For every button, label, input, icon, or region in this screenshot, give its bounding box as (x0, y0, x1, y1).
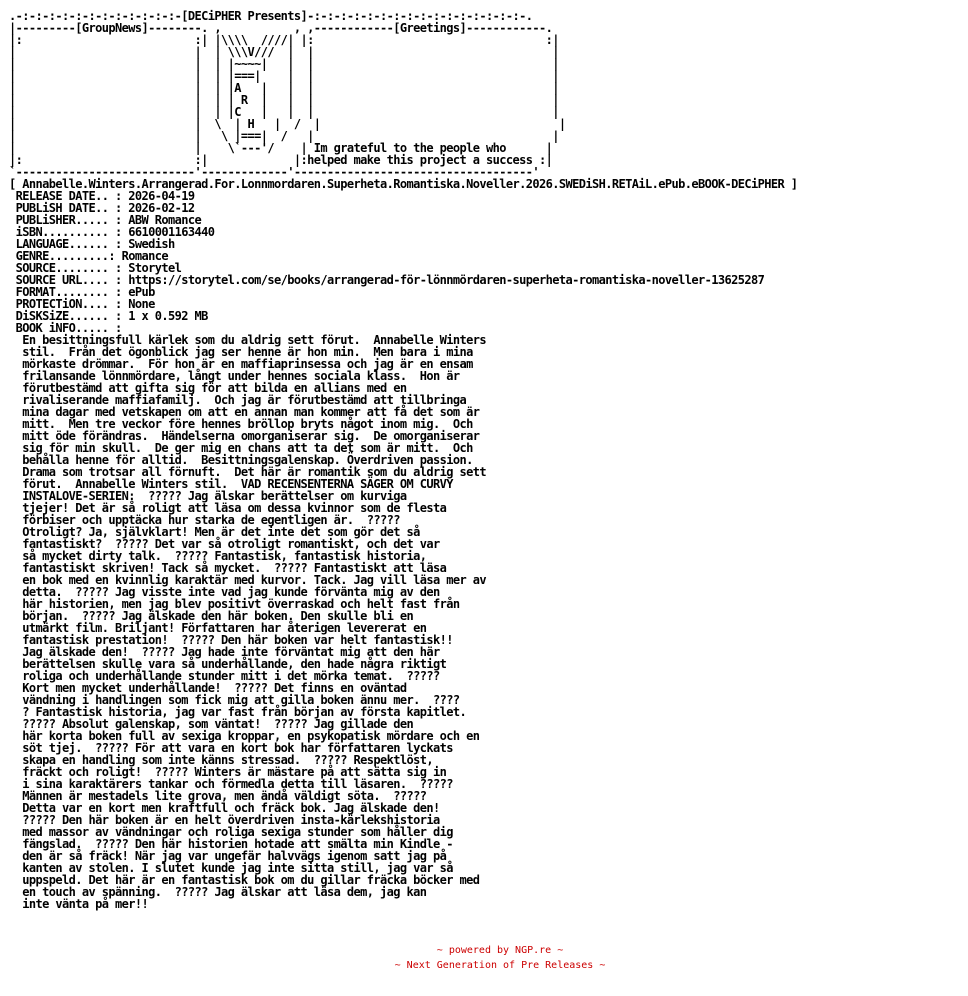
footer-powered-by: ~ powered by NGP.re ~ (436, 945, 564, 956)
nfo-content: .-:-:-:-:-:-:-:-:-:-:-:-:-[DECiPHER Presents]-:-:-:-:-:-:-:-:-:-:-:-:-:-:-:-:-. |---------[GroupNews]--------. , , ,------------[Greetings]------------. |: :| |\\\\ ////| |: :| | | | \\\V/// | | | | | | |~~~~| | | | | | | |===| | | | | | | |A | | | | | | | | R | | | | | | | |C | | | | | | \ | H | / | | | | \ |===| / | | | | \`---'/ | Im grateful to the people who | |: :| |:helped make this project a success :| `---------------------------'-------------'------------------------------------' [ Annabelle.Winters.Arrangerad.For.Lonnmordaren.Superheta.Romantiska.Noveller.2026.SWEDiSH.RETAiL.ePub.eBOOK-DECiPHER ] RELEASE DATE.. : 2026-04-19 PUBLiSH DATE.. : 2026-02-12 PUBLiSHER..... : ABW Romance iSBN.......... : 6610001163440 LANGUAGE...... : Swedish GENRE.........: Romance SOURCE........ : Storytel SOURCE URL.... : https://storytel.com/se/books/arrangerad-för-lönnmördaren-superheta-romantiska-noveller-13625287 FORMAT........ : ePub PROTECTiON.... : None DiSKSiZE...... : 1 x 0.592 MB BOOK iNFO..... : En besittningsfull kärlek som du aldrig sett förut. Annabelle Winters stil. Från det ögonblick jag ser henne är hon min. Men bara i mina mörkaste drömmar. För hon är en maffiaprinsessa och jag är en ensam frilansande lönnmördare, långt under hennes sociala klass. Hon är förutbestämd att gifta sig för att bilda en allians med en rivaliserande maffiafamilj. Och jag är förutbestämd att tillbringa mina dagar med vetskapen om att en annan man kommer att få det som är mitt. Men tre veckor före hennes bröllop bryts något inom mig. Och mitt öde förändras. Händelserna omorganiserar sig. De omorganiserar sig för min skull. De ger mig en chans att ta det som är mitt. Och behålla henne för alltid. Besittningsgalenskap. Överdriven passion. Drama som trotsar all förnuft. Det här är romantik som du aldrig sett förut. Annabelle Winters stil. VAD RECENSENTERNA SÄGER OM CURVY INSTALOVE-SERIEN: ????? Jag älskar berättelser om kurviga tjejer! Det är så roligt att läsa om dessa kvinnor som de flesta förbiser och upptäcka hur starka de egentligen är. ????? Otroligt? Ja, självklart! Men är det inte det som gör det så fantastiskt? ????? Det var så otroligt romantiskt, och det var så mycket dirty talk. ????? Fantastisk, fantastisk historia, fantastiskt skriven! Tack så mycket. ????? Fantastiskt att läsa en bok med en kvinnlig karaktär med kurvor. Tack. Jag vill läsa mer av detta. ????? Jag visste inte vad jag kunde förvänta mig av den här historien, men jag blev positivt överraskad och helt fast från början. ????? Jag älskade den här boken. Den skulle bli en utmärkt film. Briljant! Författaren har återigen levererat en fantastisk prestation! ????? Den här boken var helt fantastisk!! Jag älskade den! ????? Jag hade inte förväntat mig att den här berättelsen skulle vara så underhållande, den hade några riktigt roliga och underhållande stunder mitt i det mörka temat. ????? Kort men mycket underhållande! ????? Det finns en oväntad vändning i handlingen som fick mig att gilla boken ännu mer. ???? ? Fantastisk historia, jag var fast från början av första kapitlet. ????? Absolut galenskap, som väntat! ????? Jag gillade den här korta boken full av sexiga kroppar, en psykopatisk mördare och en söt tjej. ????? För att vara en kort bok har författaren lyckats skapa en handling som inte känns stressad. ????? Respektlöst, fräckt och roligt! ????? Winters är mästare på att sätta sig in i sina karaktärers tankar och förmedla detta till läsaren. ????? Männen är mestadels lite grova, men ändå väldigt söta. ????? Detta var en kort men kraftfull och fräck bok. Jag älskade den! ????? Den här boken är en helt överdriven insta-kärlekshistoria med massor av vändningar och roliga sexiga stunder som håller dig fängslad. ????? Den här historien hotade att smälta min Kindle - den är så fräck! När jag var ungefär halvvägs igenom satt jag på kanten av stolen. I slutet kunde jag inte sitta still, jag var så uppspeld. Det här är en fantastisk bok om du gillar fräcka böcker med en touch av spänning. ????? Jag älskar att läsa dem, jag kan inte vänta på mer!! (9, 9, 798, 911)
footer-tagline: ~ Next Generation of Pre Releases ~ (394, 960, 606, 971)
